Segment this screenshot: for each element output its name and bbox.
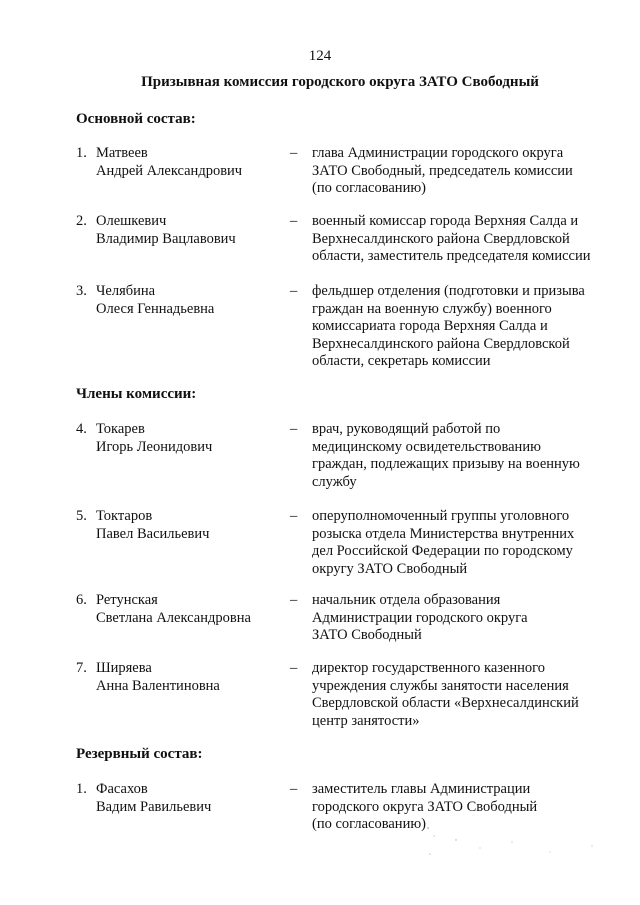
member-role bbox=[312, 421, 612, 491]
role-line: фельдшер отделения (подготовки и призыва bbox=[312, 283, 585, 299]
member-given-names: Игорь Леонидович bbox=[96, 438, 213, 455]
role-line: заместитель главы Администрации bbox=[312, 781, 531, 797]
member-role bbox=[312, 508, 612, 578]
dash-separator: – bbox=[290, 145, 298, 161]
member-name bbox=[96, 283, 286, 318]
role-line: ЗАТО Свободный, председатель комиссии bbox=[312, 162, 573, 179]
role-line: Верхнесалдинского района Свердловской bbox=[312, 335, 570, 352]
role-line: области, заместитель председателя комиссии bbox=[312, 248, 591, 264]
dash-separator: – bbox=[290, 421, 298, 437]
member-given-names: Олеся Геннадьевна bbox=[96, 300, 215, 317]
role-line: врач, руководящий работой по bbox=[312, 421, 501, 437]
role-line: комиссариата города Верхняя Салда и bbox=[312, 318, 548, 334]
dash-separator: – bbox=[290, 781, 298, 797]
member-number: 2. bbox=[76, 213, 87, 229]
member-number: 1. bbox=[76, 781, 87, 797]
role-line: службу bbox=[312, 473, 357, 490]
member-number: 4. bbox=[76, 421, 87, 437]
member-number: 3. bbox=[76, 283, 87, 299]
section-heading-members: Члены комиссии: bbox=[76, 386, 197, 402]
dash-separator: – bbox=[290, 283, 298, 299]
role-line: военный комиссар города Верхняя Салда и bbox=[312, 213, 579, 229]
member-name bbox=[96, 592, 286, 627]
role-line: городского округа ЗАТО Свободный bbox=[312, 798, 538, 815]
role-line: Верхнесалдинского района Свердловской bbox=[312, 230, 570, 247]
member-name bbox=[96, 145, 286, 180]
page-number: 124 bbox=[308, 48, 332, 64]
role-line: центр занятости» bbox=[312, 712, 420, 729]
role-line: начальник отдела образования bbox=[312, 592, 501, 608]
member-surname: Ширяева bbox=[96, 660, 152, 676]
dash-separator: – bbox=[290, 592, 298, 608]
section-heading-reserve: Резервный состав: bbox=[76, 746, 203, 762]
member-name bbox=[96, 508, 286, 543]
member-surname: Матвеев bbox=[96, 145, 148, 161]
member-name bbox=[96, 660, 286, 695]
member-surname: Фасахов bbox=[96, 781, 148, 797]
scan-noise bbox=[420, 822, 610, 862]
dash-separator: – bbox=[290, 660, 298, 676]
member-role bbox=[312, 213, 612, 266]
role-line: (по согласованию) bbox=[312, 816, 426, 832]
member-number: 7. bbox=[76, 660, 87, 676]
dash-separator: – bbox=[290, 508, 298, 524]
member-surname: Ретунская bbox=[96, 592, 158, 608]
member-given-names: Светлана Александровна bbox=[96, 609, 251, 626]
member-number: 1. bbox=[76, 145, 87, 161]
role-line: Администрации городского округа bbox=[312, 609, 528, 626]
role-line: оперуполномоченный группы уголовного bbox=[312, 508, 570, 524]
role-line: области, секретарь комиссии bbox=[312, 353, 491, 369]
document-title: Призывная комиссия городского округа ЗАТО Свободный bbox=[141, 74, 539, 90]
member-given-names: Владимир Вацлавович bbox=[96, 230, 236, 247]
member-surname: Токарев bbox=[96, 421, 145, 437]
member-role bbox=[312, 592, 612, 645]
member-number: 5. bbox=[76, 508, 87, 524]
role-line: розыска отдела Министерства внутренних bbox=[312, 525, 575, 542]
member-given-names: Анна Валентиновна bbox=[96, 677, 220, 694]
role-line: (по согласованию) bbox=[312, 180, 426, 196]
member-name bbox=[96, 781, 286, 816]
member-role bbox=[312, 283, 612, 371]
role-line: медицинскому освидетельствованию bbox=[312, 438, 541, 455]
member-role bbox=[312, 145, 612, 198]
role-line: директор государственного казенного bbox=[312, 660, 546, 676]
role-line: округу ЗАТО Свободный bbox=[312, 560, 468, 577]
role-line: учреждения службы занятости населения bbox=[312, 677, 569, 694]
role-line: Свердловской области «Верхнесалдинский bbox=[312, 695, 579, 711]
member-role bbox=[312, 660, 612, 730]
member-given-names: Павел Васильевич bbox=[96, 525, 210, 542]
member-given-names: Андрей Александрович bbox=[96, 162, 243, 179]
member-surname: Олешкевич bbox=[96, 213, 167, 229]
dash-separator: – bbox=[290, 213, 298, 229]
role-line: граждан, подлежащих призыву на военную bbox=[312, 456, 580, 472]
role-line: глава Администрации городского округа bbox=[312, 145, 564, 161]
member-given-names: Вадим Равильевич bbox=[96, 798, 212, 815]
member-name bbox=[96, 421, 286, 456]
role-line: ЗАТО Свободный bbox=[312, 627, 422, 643]
member-surname: Токтаров bbox=[96, 508, 153, 524]
member-name bbox=[96, 213, 286, 248]
member-surname: Челябина bbox=[96, 283, 156, 299]
section-heading-main: Основной состав: bbox=[76, 111, 196, 127]
role-line: граждан на военную службу) военного bbox=[312, 300, 552, 317]
member-number: 6. bbox=[76, 592, 87, 608]
role-line: дел Российской Федерации по городскому bbox=[312, 543, 573, 559]
